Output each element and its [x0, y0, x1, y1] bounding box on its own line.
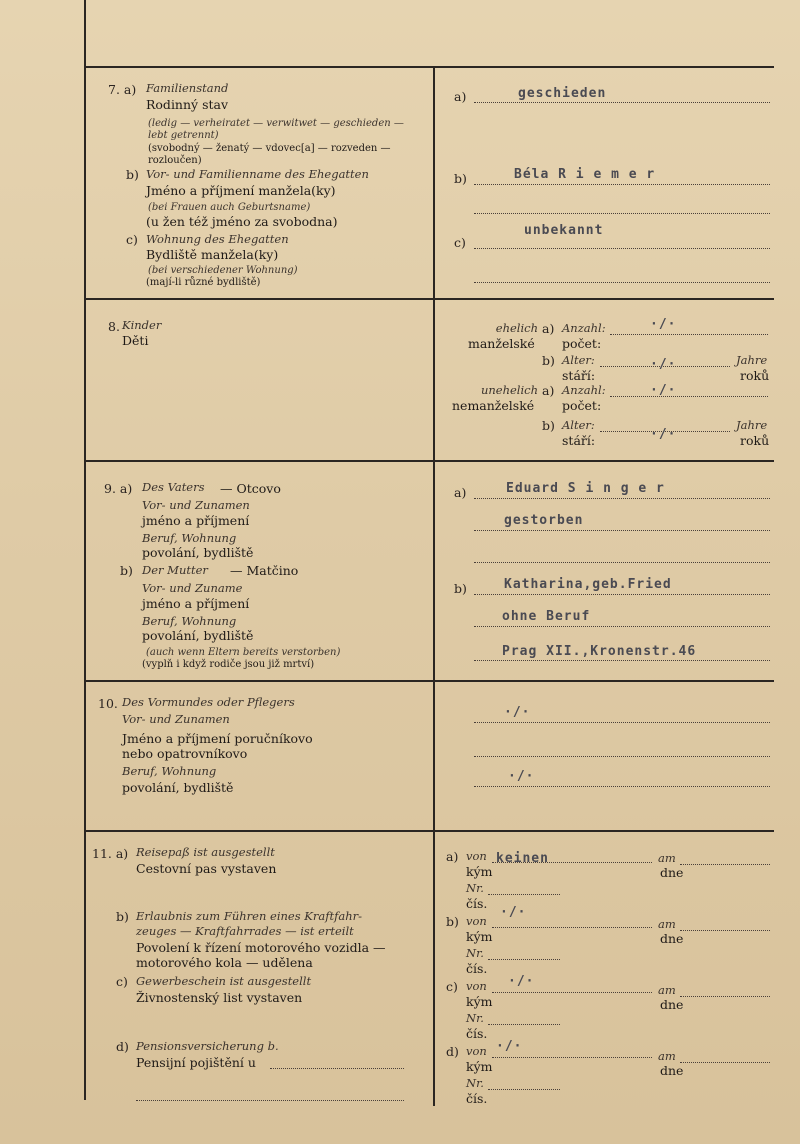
passport-label-cz: Cestovní pas vystaven	[136, 861, 277, 876]
row-rule-top	[84, 66, 774, 68]
illegit-count-value: ·/·	[650, 383, 677, 398]
legit-count-item: a)	[542, 321, 555, 336]
pension-line-2	[136, 1100, 404, 1101]
passport-value: keinen	[496, 851, 549, 866]
marital-note-cz-2: rozloučen)	[148, 155, 202, 166]
answer-11d-cis: čís.	[466, 1091, 488, 1106]
spouse-residence-note-de: (bei verschiedener Wohnung)	[148, 265, 298, 276]
spouse-name-note-de: (bei Frauen auch Geburtsname)	[148, 202, 311, 213]
left-border	[84, 0, 86, 1100]
answer-7b-label: b)	[454, 171, 467, 186]
answer-11b-nr: Nr.	[466, 946, 484, 960]
answer-7c-label: c)	[454, 235, 466, 250]
illegit-count-item: a)	[542, 383, 555, 398]
answer-11d-nr-line	[488, 1089, 560, 1090]
children-label-cz: Děti	[122, 333, 149, 348]
answer-9a-line-3	[474, 562, 770, 563]
marital-status-label-cz: Rodinný stav	[146, 97, 229, 112]
section-7-number: 7. a)	[108, 82, 137, 97]
answer-11a-nr-line	[488, 894, 560, 895]
answer-11c-nr: Nr.	[466, 1011, 484, 1025]
answer-11b-am: am	[658, 917, 676, 931]
answer-10-line	[474, 722, 770, 723]
answer-11d-label: d)	[446, 1044, 459, 1059]
row-rule-9	[84, 460, 774, 462]
answer-7a-label: a)	[454, 89, 467, 104]
section-10-number: 10.	[98, 696, 118, 711]
answer-10-line-2	[474, 756, 770, 757]
spouse-name-label-cz: Jméno a příjmení manžela(ky)	[146, 183, 336, 198]
answer-11c-line	[492, 992, 652, 993]
answer-11d-kym: kým	[466, 1059, 493, 1074]
mother-name-value: Katharina,geb.Fried	[504, 577, 672, 592]
answer-7b-line-2	[474, 213, 770, 214]
father-label-de: Des Vaters	[142, 480, 205, 494]
answer-11a-kym: kým	[466, 864, 493, 879]
spouse-residence-item-label: c)	[126, 232, 138, 247]
mother-name-label-de: Vor- und Zuname	[142, 581, 243, 595]
answer-9b-line-3	[474, 660, 770, 661]
license-label-cz-1: Povolení k řízení motorového vozidla —	[136, 940, 386, 955]
legit-count-label-cz: počet:	[562, 336, 602, 351]
father-status-value: gestorben	[504, 513, 584, 528]
father-label-cz: — Otcovo	[220, 481, 281, 496]
legit-years-label-cz: roků	[740, 368, 770, 383]
trade-license-value: ·/·	[508, 974, 535, 989]
license-value: ·/·	[500, 905, 527, 920]
answer-11d-nr: Nr.	[466, 1076, 484, 1090]
guardian-occupation-label-de: Beruf, Wohnung	[122, 764, 217, 778]
answer-11c-date-line	[680, 996, 770, 997]
answer-11b-kym: kým	[466, 929, 493, 944]
answer-11a-nr: Nr.	[466, 881, 484, 895]
answer-9b-line	[474, 594, 770, 595]
spouse-name-note-cz: (u žen též jméno za svobodna)	[146, 214, 338, 229]
license-label-de-1: Erlaubnis zum Führen eines Kraftfahr-	[136, 909, 362, 923]
marital-note-cz-1: (svobodný — ženatý — vdovec[a] — rozveden —	[148, 143, 391, 154]
illegit-age-label-cz: stáří:	[562, 433, 596, 448]
row-rule-11	[84, 830, 774, 832]
spouse-residence-label-de: Wohnung des Ehegatten	[146, 232, 289, 246]
spouse-residence-label-cz: Bydliště manžela(ky)	[146, 247, 279, 262]
answer-7c-line-2	[474, 282, 770, 283]
parents-note-cz: (vyplň i když rodiče jsou již mrtví)	[142, 659, 315, 670]
illegit-age-value: ·/·	[650, 427, 677, 442]
mother-name-label-cz: jméno a příjmení	[142, 596, 250, 611]
answer-11b-dne: dne	[660, 931, 684, 946]
answer-11b-von: von	[466, 914, 487, 928]
legit-years-label-de: Jahre	[736, 353, 768, 367]
section-9-number: 9. a)	[104, 481, 133, 496]
illegit-count-label-de: Anzahl:	[562, 383, 606, 397]
legit-age-label-cz: stáří:	[562, 368, 596, 383]
father-name-label-cz: jméno a příjmení	[142, 513, 250, 528]
pension-value: ·/·	[496, 1039, 523, 1054]
mother-item-label: b)	[120, 563, 133, 578]
answer-11d-von: von	[466, 1044, 487, 1058]
answer-11d-date-line	[680, 1062, 770, 1063]
guardian-name-label-cz-2: nebo opatrovníkovo	[122, 746, 248, 761]
answer-11a-von: von	[466, 849, 487, 863]
legit-age-value: ·/·	[650, 357, 677, 372]
answer-11c-nr-line	[488, 1024, 560, 1025]
license-item-label: b)	[116, 909, 129, 924]
answer-11c-dne: dne	[660, 997, 684, 1012]
answer-7a-line	[474, 102, 770, 103]
parents-note-de: (auch wenn Eltern bereits verstorben)	[146, 647, 341, 658]
marital-note-de-2: lebt getrennt)	[148, 130, 219, 141]
mother-occupation-label-de: Beruf, Wohnung	[142, 614, 237, 628]
section-8-number: 8.	[108, 319, 120, 334]
answer-10-line-3	[474, 786, 770, 787]
legitimate-label-de: ehelich	[495, 321, 538, 335]
guardian-occupation-label-cz: povolání, bydliště	[122, 780, 234, 795]
guardian-occupation-value: ·/·	[508, 769, 535, 784]
illegitimate-label-de: unehelich	[480, 383, 538, 397]
illegit-years-label-de: Jahre	[736, 418, 768, 432]
legit-count-value: ·/·	[650, 317, 677, 332]
answer-9b-label: b)	[454, 581, 467, 596]
legit-age-label-de: Alter:	[562, 353, 595, 367]
answer-9a-label: a)	[454, 485, 467, 500]
license-label-cz-2: motorového kola — udělena	[136, 955, 313, 970]
answer-7c-value: unbekannt	[524, 223, 604, 238]
father-occupation-label-cz: povolání, bydliště	[142, 545, 254, 560]
answer-11a-cis: čís.	[466, 896, 488, 911]
answer-11a-date-line	[680, 864, 770, 865]
answer-11c-kym: kým	[466, 994, 493, 1009]
answer-9b-line-2	[474, 626, 770, 627]
mother-label-de: Der Mutter	[142, 563, 208, 577]
answer-11b-label: b)	[446, 914, 459, 929]
mother-label-cz: — Matčino	[230, 563, 299, 578]
illegit-age-item: b)	[542, 418, 555, 433]
legit-age-item: b)	[542, 353, 555, 368]
trade-license-label-de: Gewerbeschein ist ausgestellt	[136, 974, 312, 988]
answer-9a-line-2	[474, 530, 770, 531]
answer-7c-line	[474, 248, 770, 249]
row-rule-8	[84, 298, 774, 300]
illegit-count-line	[610, 396, 768, 397]
marital-status-label-de: Familienstand	[146, 81, 229, 95]
pension-line	[270, 1068, 404, 1069]
illegit-age-label-de: Alter:	[562, 418, 595, 432]
pension-item-label: d)	[116, 1039, 129, 1054]
marital-note-de-1: (ledig — verheiratet — verwitwet — geschieden —	[148, 118, 404, 129]
pension-label-de: Pensionsversicherung b.	[136, 1039, 279, 1053]
children-label-de: Kinder	[122, 318, 162, 332]
illegit-years-label-cz: roků	[740, 433, 770, 448]
answer-11c-am: am	[658, 983, 676, 997]
guardian-name-label-cz: Jméno a příjmení poručníkovo	[122, 731, 313, 746]
row-rule-10	[84, 680, 774, 682]
spouse-name-label-de: Vor- und Familienname des Ehegatten	[146, 167, 369, 181]
father-occupation-label-de: Beruf, Wohnung	[142, 531, 237, 545]
section-11-number: 11. a)	[92, 846, 129, 861]
answer-7a-value: geschieden	[518, 86, 607, 101]
answer-7b-line	[474, 184, 770, 185]
passport-label-de: Reisepaß ist ausgestellt	[136, 845, 275, 859]
answer-9a-line	[474, 498, 770, 499]
answer-11b-date-line	[680, 930, 770, 931]
legitimate-label-cz: manželské	[468, 336, 535, 351]
answer-11c-label: c)	[446, 979, 458, 994]
answer-11d-am: am	[658, 1049, 676, 1063]
illegitimate-label-cz: nemanželské	[452, 398, 535, 413]
answer-11d-dne: dne	[660, 1063, 684, 1078]
mother-occupation-label-cz: povolání, bydliště	[142, 628, 254, 643]
father-name-value: Eduard S i n g e r	[506, 481, 665, 496]
trade-item-label: c)	[116, 974, 128, 989]
trade-license-label-cz: Živnostenský list vystaven	[136, 990, 303, 1005]
answer-11a-dne: dne	[660, 865, 684, 880]
answer-7b-value: Béla R i e m e r	[514, 167, 656, 182]
legit-count-label-de: Anzahl:	[562, 321, 606, 335]
father-name-label-de: Vor- und Zunamen	[142, 498, 250, 512]
license-label-de-2: zeuges — Kraftfahrrades — ist erteilt	[136, 924, 354, 938]
legit-count-line	[610, 334, 768, 335]
spouse-residence-note-cz: (mají-li různé bydliště)	[146, 277, 261, 288]
guardian-name-value: ·/·	[504, 705, 531, 720]
mother-occupation-value: ohne Beruf	[502, 609, 591, 624]
answer-11a-label: a)	[446, 849, 459, 864]
answer-11b-nr-line	[488, 959, 560, 960]
answer-11b-cis: čís.	[466, 961, 488, 976]
answer-11c-cis: čís.	[466, 1026, 488, 1041]
answer-11a-am: am	[658, 851, 676, 865]
answer-11c-von: von	[466, 979, 487, 993]
mother-address-value: Prag XII.,Kronenstr.46	[502, 644, 697, 659]
answer-11b-line	[492, 927, 652, 928]
guardian-name-label-de: Vor- und Zunamen	[122, 712, 230, 726]
answer-11d-line	[492, 1057, 652, 1058]
pension-label-cz: Pensijní pojištění u	[136, 1055, 256, 1070]
column-divider	[433, 66, 435, 1106]
guardian-label-de: Des Vormundes oder Pflegers	[122, 695, 295, 709]
illegit-count-label-cz: počet:	[562, 398, 602, 413]
spouse-name-item-label: b)	[126, 167, 139, 182]
